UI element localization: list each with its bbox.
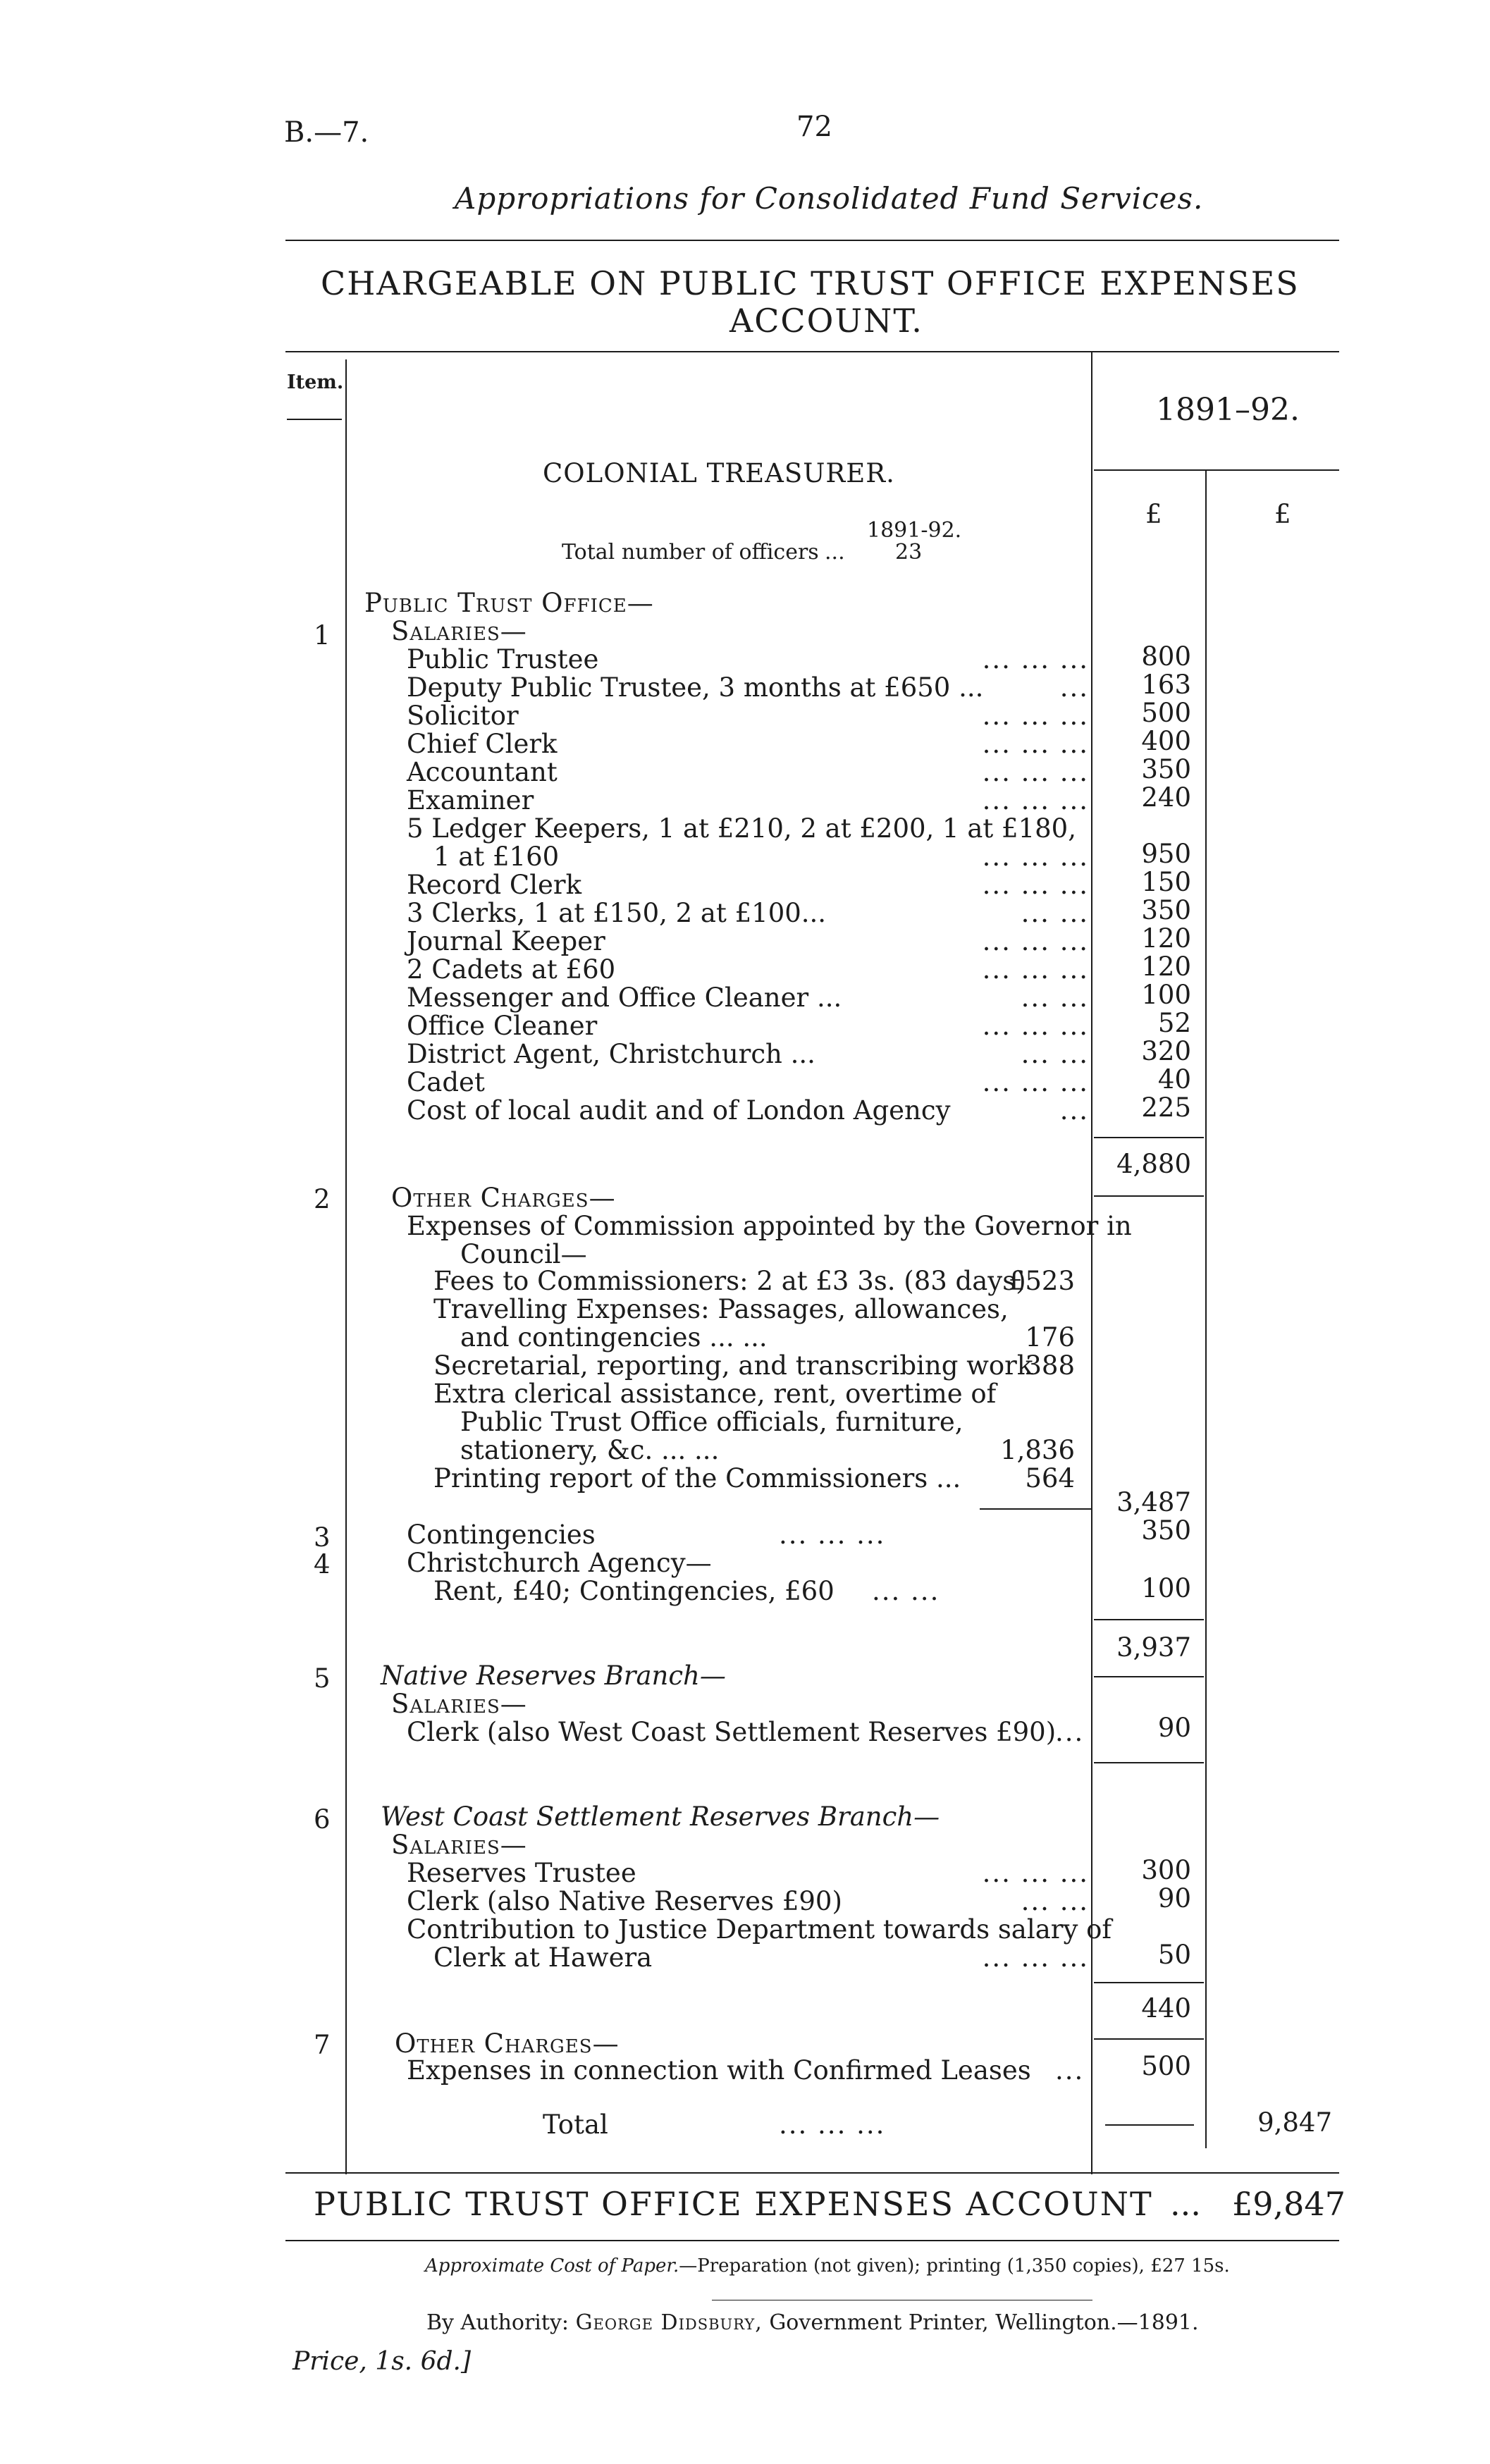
salary-item-label: District Agent, Christchurch ...: [407, 1039, 815, 1069]
cost-of-paper: [425, 2255, 1230, 2277]
native-reserves-clerk-amount: 90: [1157, 1713, 1191, 1743]
salary-item-dots: ... ... ...: [982, 701, 1089, 731]
salary-item-dots: ... ... ...: [982, 757, 1089, 787]
item2-total: 3,487: [1116, 1487, 1191, 1517]
total-dots: ... ... ...: [779, 2109, 886, 2140]
year-header: 1891–92.: [1156, 392, 1300, 428]
salary-item-dots: ... ... ...: [982, 1067, 1089, 1097]
summary-dots: ...: [1170, 2185, 1201, 2223]
christchurch-agency-amount: 100: [1141, 1573, 1191, 1603]
item6-total: 440: [1141, 1993, 1191, 2023]
west-coast-item-dots: ... ... ...: [982, 1858, 1089, 1888]
salary-item-dots: ... ... ...: [982, 644, 1089, 674]
salary-item-amount: 400: [1141, 726, 1191, 756]
confirmed-leases-label: Expenses in connection with Confirmed Leases: [407, 2055, 1031, 2086]
rule-title-bottom: [285, 351, 1339, 352]
salary-item-amount: 240: [1141, 782, 1191, 813]
west-coast-item-amount: 90: [1157, 1883, 1191, 1914]
item1-total-rule-top: [1094, 1137, 1204, 1138]
summary-label: PUBLIC TRUST OFFICE EXPENSES ACCOUNT: [314, 2185, 1153, 2223]
salary-item-amount: 40: [1157, 1064, 1191, 1095]
contingencies-dots: ... ... ...: [779, 1520, 886, 1550]
authority-prefix: By Authority:: [426, 2310, 569, 2335]
christchurch-agency-dots: ... ...: [872, 1576, 940, 1606]
salary-item-label: Chief Clerk: [407, 729, 558, 759]
salary-item-amount: 120: [1141, 923, 1191, 954]
salary-item-dots: ... ...: [1021, 898, 1089, 928]
authority-suffix: Government Printer, Wellington.—1891.: [769, 2310, 1199, 2335]
confirmed-leases-dots: ...: [1055, 2055, 1085, 2086]
salary-item-label: Journal Keeper: [407, 926, 605, 956]
commission-expense-label: Public Trust Office officials, furniture,: [460, 1407, 963, 1437]
salary-item-label: Record Clerk: [407, 870, 582, 900]
salary-item-amount: 950: [1141, 839, 1191, 869]
native-reserves-heading: Native Reserves Branch—: [381, 1661, 726, 1691]
subtotal-column-line: [1205, 471, 1207, 2148]
public-trust-office-heading: Public Trust Office—: [364, 588, 654, 618]
salary-item-dots: ... ... ...: [982, 729, 1089, 759]
commission-intro-2: Council—: [460, 1239, 587, 1269]
item-number-4: 4: [314, 1549, 331, 1579]
salary-item-amount: 150: [1141, 867, 1191, 897]
salary-item-amount: 52: [1157, 1008, 1191, 1038]
salary-item-label: Messenger and Office Cleaner ...: [407, 982, 842, 1013]
salary-item-label: Examiner: [407, 785, 534, 815]
west-coast-item-dots: ... ... ...: [982, 1942, 1089, 1973]
salary-item-label: 3 Clerks, 1 at £150, 2 at £100...: [407, 898, 827, 928]
west-coast-item-amount: 50: [1157, 1940, 1191, 1970]
native-reserves-clerk-dots: ...: [1055, 1717, 1085, 1747]
commission-expense-amount: 564: [1025, 1463, 1075, 1493]
rule-summary-top: [285, 2172, 1339, 2174]
salary-item-dots: ... ... ...: [982, 954, 1089, 985]
amount-column-line: [1091, 352, 1092, 2174]
salary-item-label: Cost of local audit and of London Agency: [407, 1095, 951, 1126]
items-2-4-rule-top: [1094, 1619, 1204, 1620]
commission-sum-rule: [980, 1508, 1091, 1510]
commission-expense-label: Extra clerical assistance, rent, overtime of: [433, 1379, 997, 1409]
commission-expense-amount: 176: [1025, 1322, 1075, 1353]
salary-item-dots: ...: [1059, 672, 1089, 703]
salary-item-label: Deputy Public Trustee, 3 months at £650 ...: [407, 672, 984, 703]
west-coast-heading: West Coast Settlement Reserves Branch—: [381, 1801, 940, 1832]
christchurch-agency-detail: Rent, £40; Contingencies, £60: [433, 1576, 835, 1606]
salary-item-amount: 320: [1141, 1036, 1191, 1066]
salary-item-dots: ...: [1059, 1095, 1089, 1126]
department-heading: COLONIAL TREASURER.: [543, 458, 895, 488]
total-label: Total: [543, 2109, 608, 2140]
commission-expense-amount: 388: [1025, 1350, 1075, 1381]
item-number-3: 3: [314, 1522, 331, 1553]
page-subtitle: Appropriations for Consolidated Fund Services.: [455, 181, 1204, 216]
summary-amount: £9,847: [1232, 2185, 1346, 2223]
salary-item-amount: 800: [1141, 641, 1191, 672]
page-number: 72: [796, 111, 832, 143]
year-header-rule: [1094, 469, 1339, 471]
salary-item-label: Solicitor: [407, 701, 519, 731]
native-reserves-clerk-label: Clerk (also West Coast Settlement Reserves £90): [407, 1717, 1057, 1747]
officers-label: Total number of officers: [562, 540, 819, 565]
officers-dots: ...: [825, 540, 845, 565]
item-number-1: 1: [314, 620, 331, 651]
price: Price, 1s. 6d.]: [293, 2347, 472, 2376]
salary-item-amount: 500: [1141, 698, 1191, 728]
item1-total: 4,880: [1116, 1149, 1191, 1179]
items-2-4-subtotal: 3,937: [1116, 1632, 1191, 1663]
item-number-6: 6: [314, 1804, 331, 1835]
salary-item-dots: ... ...: [1021, 982, 1089, 1013]
salary-item-amount: 225: [1141, 1092, 1191, 1123]
contingencies-amount: 350: [1141, 1515, 1191, 1546]
west-coast-item-label: Reserves Trustee: [407, 1858, 636, 1888]
commission-expense-label: and contingencies ... ...: [460, 1322, 768, 1353]
salary-item-label: Cadet: [407, 1067, 485, 1097]
west-coast-item-label: Clerk at Hawera: [433, 1942, 653, 1973]
commission-expense-amount: 1,836: [1000, 1435, 1075, 1465]
west-coast-item-label: Contribution to Justice Department towards salary of: [407, 1914, 1112, 1945]
west-coast-salaries: Salaries—: [391, 1830, 527, 1860]
commission-expense-label: Printing report of the Commissioners ...: [433, 1463, 961, 1493]
commission-intro: Expenses of Commission appointed by the Governor in: [407, 1211, 1132, 1241]
title-line-1: CHARGEABLE ON PUBLIC TRUST OFFICE EXPENSES: [321, 264, 1300, 302]
commission-expense-amount: £523: [1008, 1266, 1075, 1296]
salaries-heading: Salaries—: [391, 616, 527, 646]
item5-rule: [1094, 1762, 1204, 1763]
salary-item-dots: ... ... ...: [982, 870, 1089, 900]
rule-summary-bottom: [285, 2240, 1339, 2241]
salary-item-label: 5 Ledger Keepers, 1 at £210, 2 at £200, 1 at £180,: [407, 813, 1076, 844]
west-coast-item-dots: ... ...: [1021, 1886, 1089, 1916]
commission-expense-label: stationery, &c. ... ...: [460, 1435, 720, 1465]
salary-item-amount: 120: [1141, 951, 1191, 982]
salary-item-dots: ... ... ...: [982, 842, 1089, 872]
item1-total-rule-bottom: [1094, 1195, 1204, 1197]
title-line-2: ACCOUNT.: [729, 302, 923, 340]
item-number-7: 7: [314, 2030, 331, 2060]
salary-item-label: 2 Cadets at £60: [407, 954, 616, 985]
salary-item-amount: 163: [1141, 670, 1191, 700]
item-column-header: Item.: [287, 371, 344, 393]
salary-item-label: Public Trustee: [407, 644, 599, 674]
salary-item-label: Accountant: [407, 757, 558, 787]
cost-of-paper-label: Approximate Cost of Paper.: [425, 2255, 679, 2277]
other-charges-heading: Other Charges—: [391, 1183, 616, 1213]
grand-total-amount: 9,847: [1257, 2107, 1332, 2138]
confirmed-leases-amount: 500: [1141, 2051, 1191, 2081]
officers-count: 23: [895, 540, 923, 565]
printer-name: George Didsbury,: [575, 2310, 763, 2335]
salary-item-dots: ... ... ...: [982, 1011, 1089, 1041]
officers-year: 1891-92.: [867, 518, 962, 543]
salary-item-label: 1 at £160: [433, 842, 560, 872]
item6-total-rule-top: [1094, 1982, 1204, 1983]
salary-item-amount: 350: [1141, 754, 1191, 784]
item-number-5: 5: [314, 1663, 331, 1694]
west-coast-item-amount: 300: [1141, 1855, 1191, 1885]
contingencies-label: Contingencies: [407, 1520, 596, 1550]
commission-expense-label: Fees to Commissioners: 2 at £3 3s. (83 days): [433, 1266, 1026, 1296]
item7-heading: Other Charges—: [395, 2028, 620, 2059]
christchurch-agency-label: Christchurch Agency—: [407, 1548, 712, 1578]
commission-expense-label: Secretarial, reporting, and transcribing work: [433, 1350, 1033, 1381]
currency-symbol-1: £: [1145, 499, 1162, 529]
items-2-4-rule-bottom: [1094, 1676, 1204, 1677]
item-column-line: [345, 359, 347, 2174]
item-number-2: 2: [314, 1184, 331, 1214]
document-reference: B.—7.: [284, 116, 369, 149]
salary-item-amount: 350: [1141, 895, 1191, 925]
printer-authority: [426, 2310, 1199, 2335]
item-header-rule: [287, 419, 342, 420]
salary-item-label: Office Cleaner: [407, 1011, 598, 1041]
salary-item-dots: ... ... ...: [982, 926, 1089, 956]
rule-top: [285, 240, 1339, 241]
salary-item-dots: ... ... ...: [982, 785, 1089, 815]
salary-item-dots: ... ...: [1021, 1039, 1089, 1069]
west-coast-item-label: Clerk (also Native Reserves £90): [407, 1886, 842, 1916]
currency-symbol-2: £: [1274, 499, 1291, 529]
item6-total-rule-bottom: [1094, 2038, 1204, 2040]
native-reserves-salaries: Salaries—: [391, 1689, 527, 1719]
total-dash-rule: [1105, 2124, 1194, 2126]
commission-expense-label: Travelling Expenses: Passages, allowances,: [433, 1294, 1009, 1324]
salary-item-amount: 100: [1141, 980, 1191, 1010]
cost-of-paper-text: —Preparation (not given); printing (1,350 copies), £27 15s.: [679, 2255, 1230, 2277]
